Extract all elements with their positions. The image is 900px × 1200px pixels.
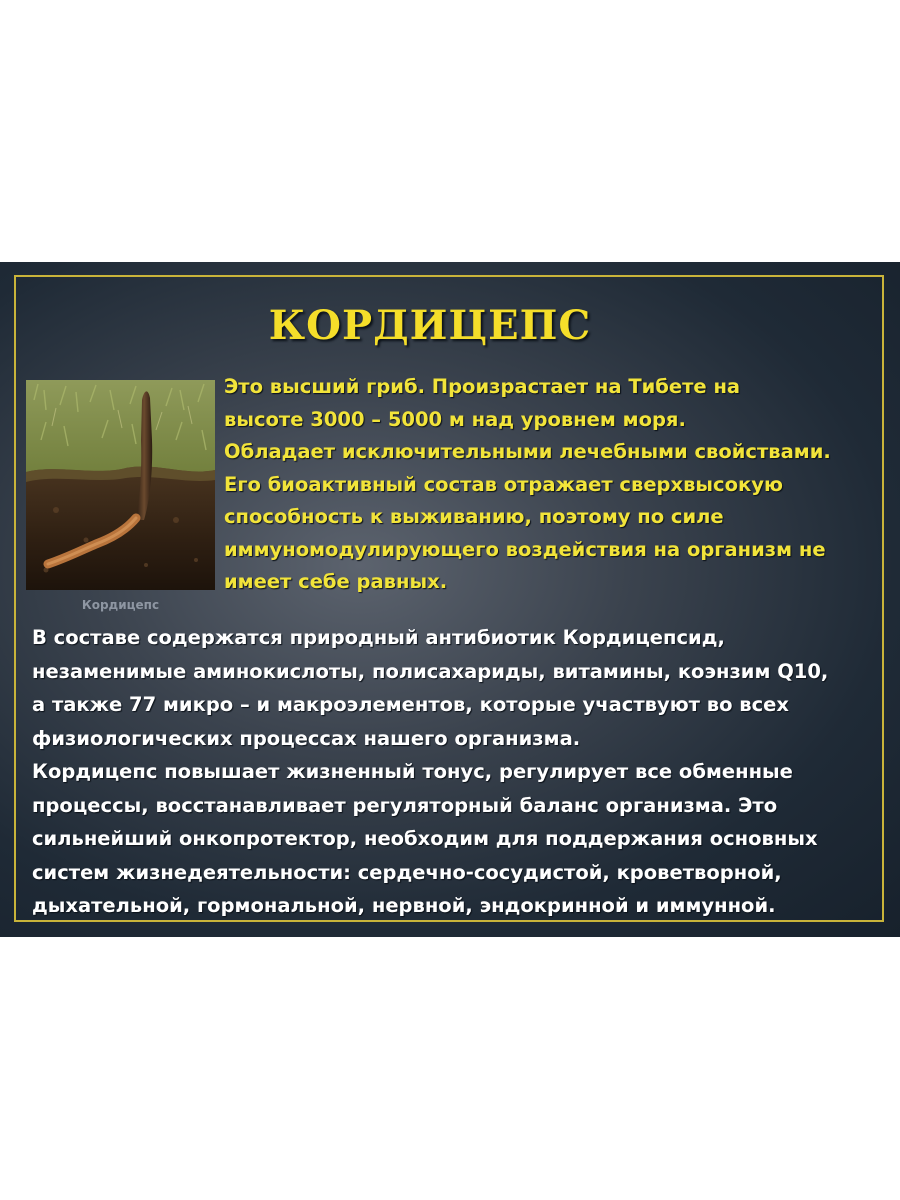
slide [0,262,900,937]
body-line: Кордицепс повышает жизненный тонус, регулирует все обменные [32,760,793,783]
intro-line: способность к выживанию, поэтому по силе [224,505,724,528]
body-line: дыхательной, гормональной, нервной, эндокринной и иммунной. [32,894,776,917]
intro-line: иммуномодулирующего воздействия на организм не [224,537,826,561]
intro-line: высоте 3000 – 5000 м над уровнем моря. [224,407,686,431]
cordyceps-photo [26,380,215,590]
body-line: незаменимые аминокислоты, полисахариды, витамины, коэнзим Q10, [32,659,829,683]
body-paragraph [32,621,892,923]
intro-line: Его биоактивный состав отражает сверхвысокую [224,472,783,496]
body-line: а также 77 микро – и макроэлементов, которые участвуют во всех [32,693,789,716]
body-line: систем жизнедеятельности: сердечно-сосудистой, кроветворной, [32,860,782,884]
photo-caption: Кордицепс [81,598,160,612]
body-line: сильнейший онкопротектор, необходим для поддержания основных [32,827,818,850]
intro-paragraph [224,371,884,599]
intro-line: Обладает исключительными лечебными свойствами. [224,440,831,463]
body-line: В составе содержатся природный антибиотик Кордицепсид, [32,626,725,649]
intro-line: имеет себе равных. [224,570,448,593]
intro-line: Это высший гриб. Произрастает на Тибете на [224,375,741,398]
body-line: процессы, восстанавливает регуляторный баланс организма. Это [32,793,778,817]
slide-title: КОРДИЦЕПС [268,302,592,349]
body-line: физиологических процессах нашего организма. [32,726,581,750]
